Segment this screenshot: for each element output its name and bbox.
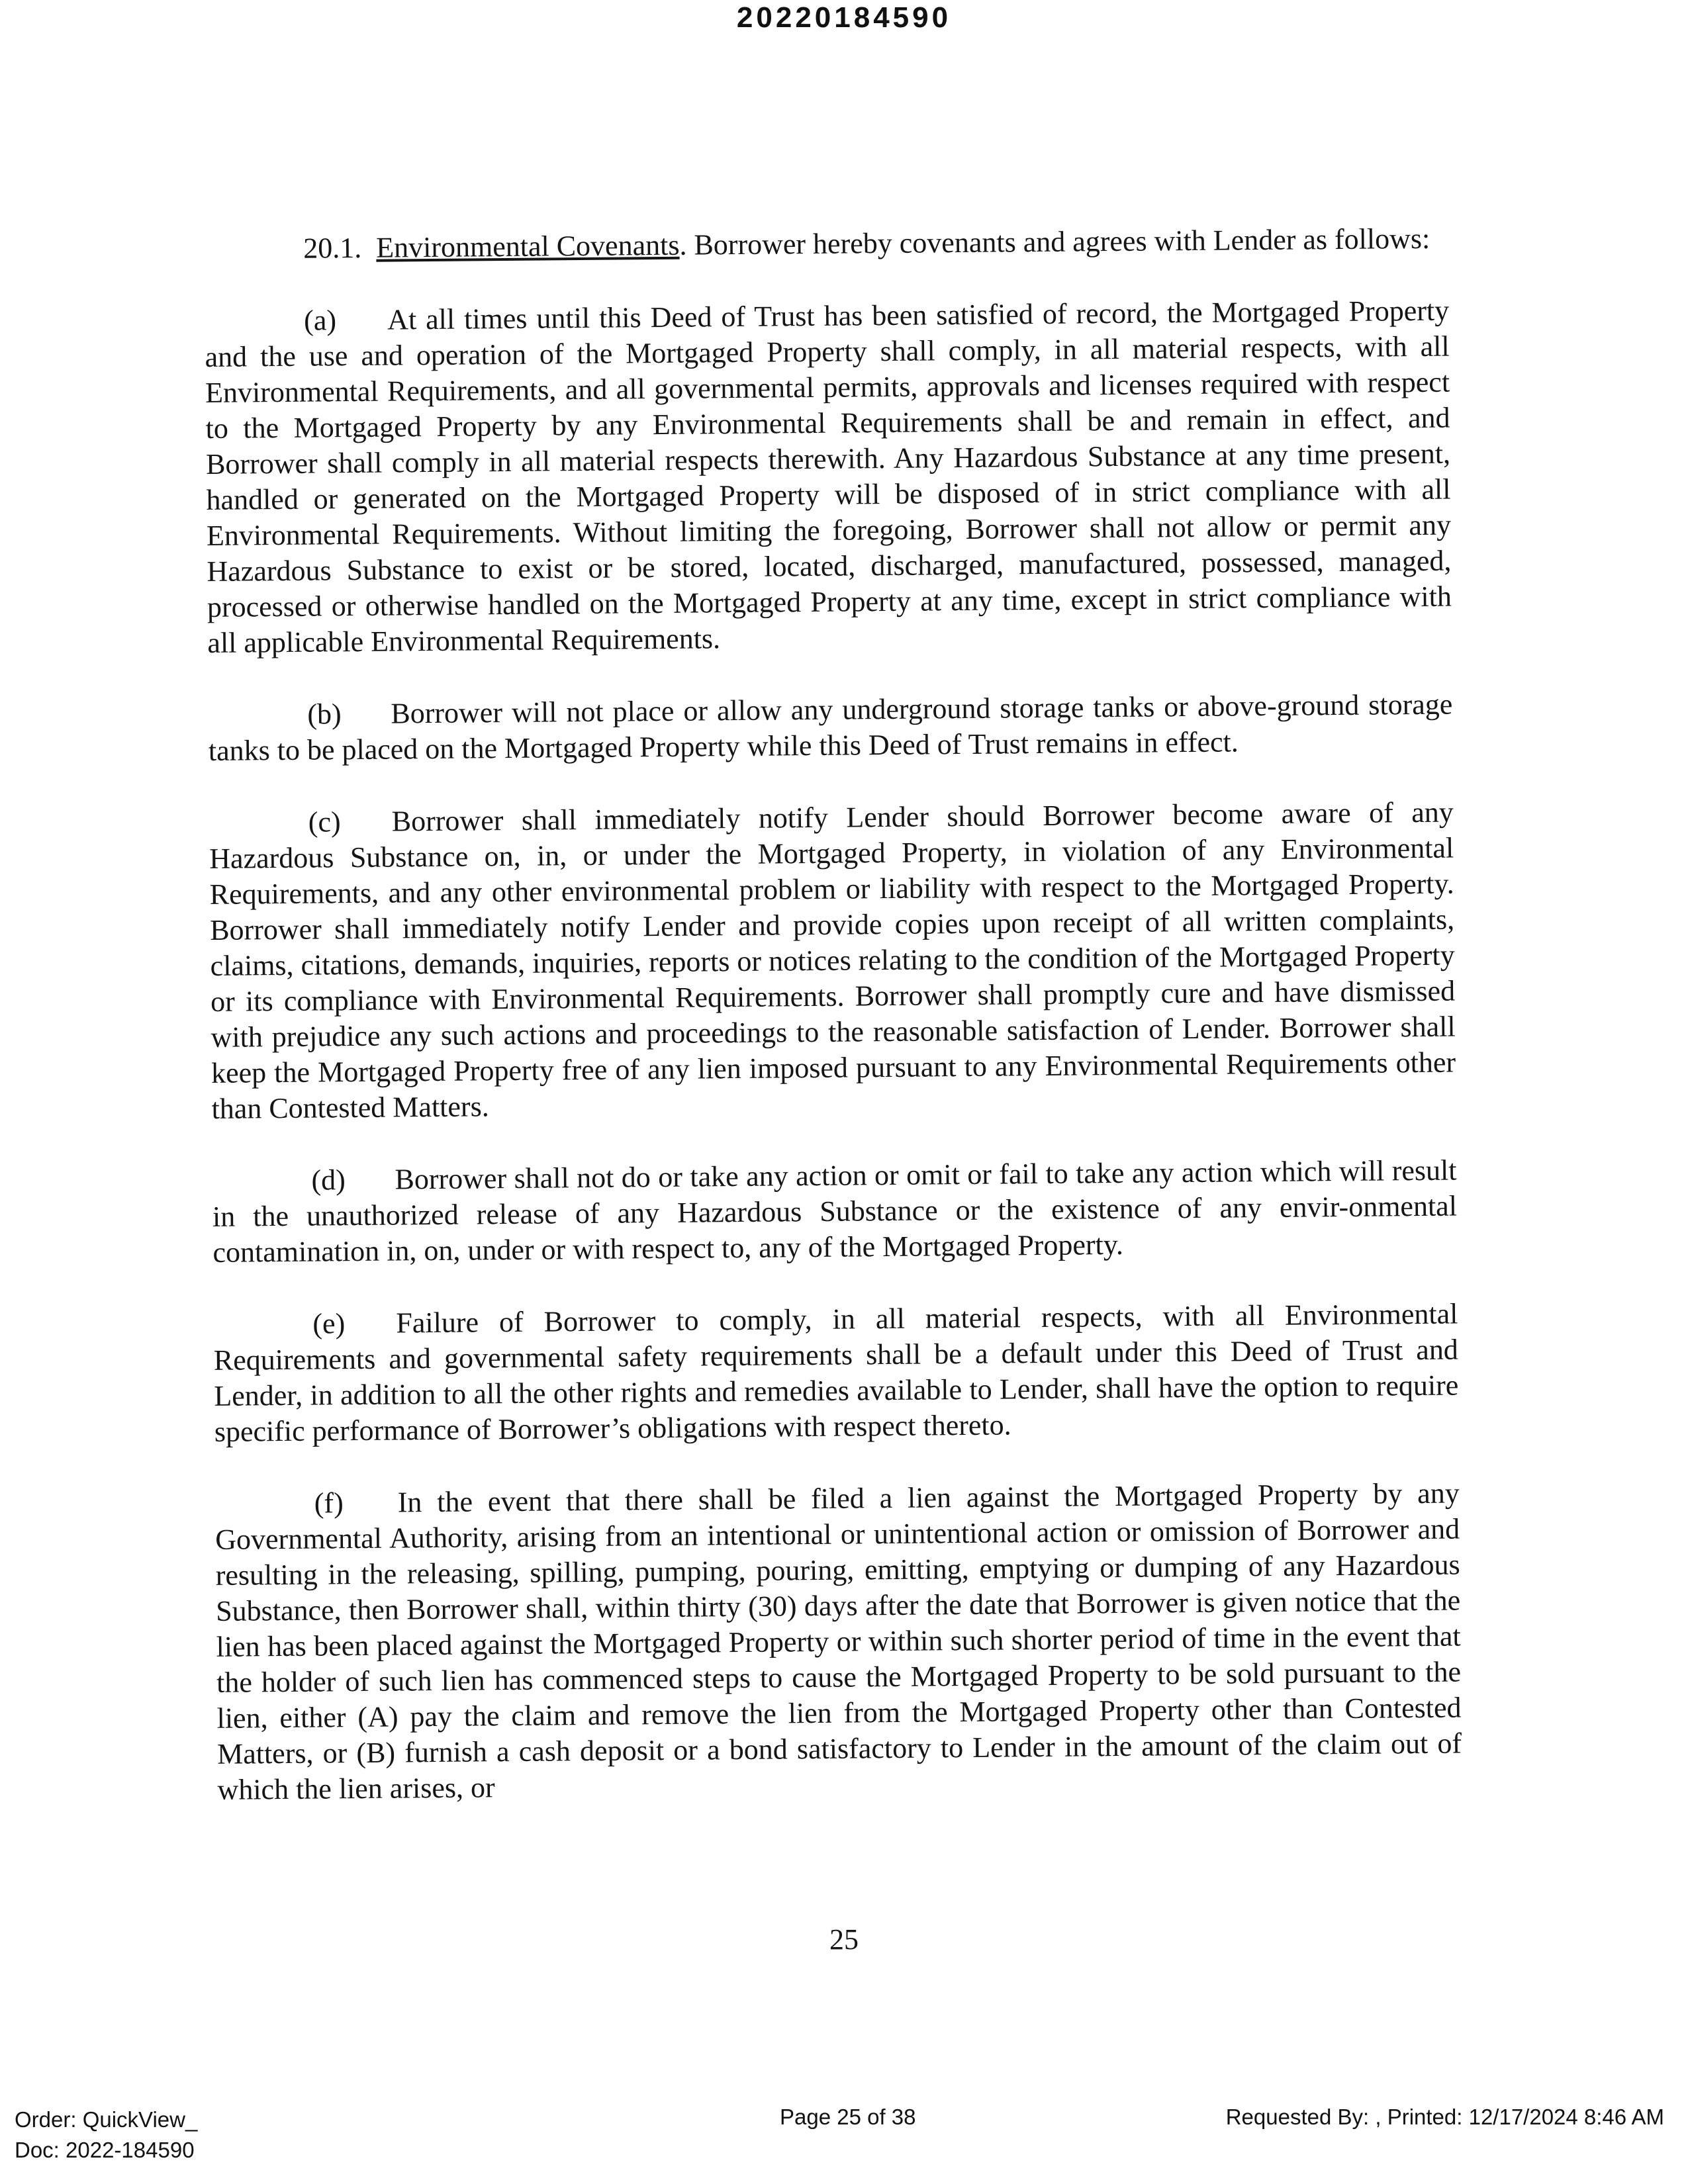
item-text: Borrower shall immediately notify Lender should Borrower become aware of any Hazardous Substance on, in, or under the Mortgaged Property, in violation of any Environmental Requirements, and any other environmental problem or liability with respect to the Mortgaged Property. Borrower shall immediately notify Lender and provide copies upon receipt of all written complaints, claims, citations, demands, inquiries, reports or notices relating to the condition of the Mortgaged Property or its compliance with Environmental Requirements. Borrower shall promptly cure and have dismissed with prejudice any such actions and proceedings to the reasonable satisfaction of Lender. Borrower shall keep the Mortgaged Property free of any lien imposed pursuant to any Environmental Requirements other than Contested Matters. xyxy=(209,796,1456,1125)
item-label: (d) xyxy=(311,1163,346,1197)
item-label: (a) xyxy=(303,304,337,337)
covenant-item-b xyxy=(208,687,1453,769)
item-label: (f) xyxy=(314,1486,344,1520)
item-label: (b) xyxy=(307,698,342,731)
footer-page-count: Page 25 of 38 xyxy=(780,2105,916,2129)
item-text: In the event that there shall be filed a lien against the Mortgaged Property by any Governmental Authority, arising from an intentional or unintentional action or omission of Borrower and resulting in the releasing, spilling, pumping, pouring, emitting, emptying or dumping of any Hazardous Substance, then Borrower shall, within thirty (30) days after the date that Borrower is given notice that the lien has been placed against the Mortgaged Property or within such shorter period of time in the event that the holder of such lien has commenced steps to cause the Mortgaged Property to be sold pursuant to the lien, either (A) pay the claim and remove the lien from the Mortgaged Property other than Contested Matters, or (B) furnish a cash deposit or a bond satisfactory to Lender in the amount of the claim out of which the lien arises, or xyxy=(215,1477,1462,1806)
document-body xyxy=(204,221,1462,1844)
footer-doc: Doc: 2022-184590 xyxy=(15,2138,195,2162)
covenant-item-f xyxy=(215,1476,1462,1808)
covenant-item-c xyxy=(209,795,1456,1127)
item-label: (e) xyxy=(312,1307,346,1340)
item-text: Failure of Borrower to comply, in all material respects, with all Environmental Requirements and governmental safety requirements shall be a default under this Deed of Trust and Lender, in addition to all the other rights and remedies available to Lender, shall have the option to require specific performance of Borrower’s obligations with respect thereto. xyxy=(213,1297,1459,1448)
page-number: 25 xyxy=(829,1923,859,1956)
item-text: At all times until this Deed of Trust has been satisfied of record, the Mortgaged Property and the use and operation of the Mortgaged Property shall comply, in all material respects, with all Environmental Requirements, and all governmental permits, approvals and licenses required with respect to the Mortgaged Property by any Environmental Requirements shall be and remain in effect, and Borrower shall comply in all material respects therewith. Any Hazardous Substance at any time present, handled or generated on the Mortgaged Property will be disposed of in strict compliance with all Environmental Requirements. Without limiting the foregoing, Borrower shall not allow or permit any Hazardous Substance to exist or be stored, located, discharged, manufactured, possessed, managed, processed or otherwise handled on the Mortgaged Property at any time, except in strict compliance with all applicable Environmental Requirements. xyxy=(205,294,1452,659)
footer-order: Order: QuickView_ xyxy=(15,2107,198,2132)
item-label: (c) xyxy=(308,805,341,839)
item-text: Borrower will not place or allow any underground storage tanks or above-ground storage tanks to be placed on the Mortgaged Property while this Deed of Trust remains in effect. xyxy=(208,688,1453,767)
covenant-item-a xyxy=(205,293,1452,661)
section-title: Environmental Covenants xyxy=(376,228,680,264)
section-number: 20.1. xyxy=(303,231,362,265)
item-text: Borrower shall not do or take any action or omit or fail to take any action which will result in the unauthorized release of any Hazardous Substance or the existence of any envir-onmental contamination in, on, under or with respect to, any of the Mortgaged Property. xyxy=(212,1154,1458,1269)
section-heading xyxy=(204,221,1448,267)
section-intro: . Borrower hereby covenants and agrees with Lender as follows: xyxy=(679,222,1430,261)
covenant-item-e xyxy=(213,1297,1459,1450)
footer-order-info xyxy=(15,2105,197,2165)
covenant-item-d xyxy=(212,1153,1457,1271)
recording-number: 20220184590 xyxy=(736,1,952,34)
footer-requested-printed: Requested By: , Printed: 12/17/2024 8:46 AM xyxy=(1225,2105,1664,2129)
